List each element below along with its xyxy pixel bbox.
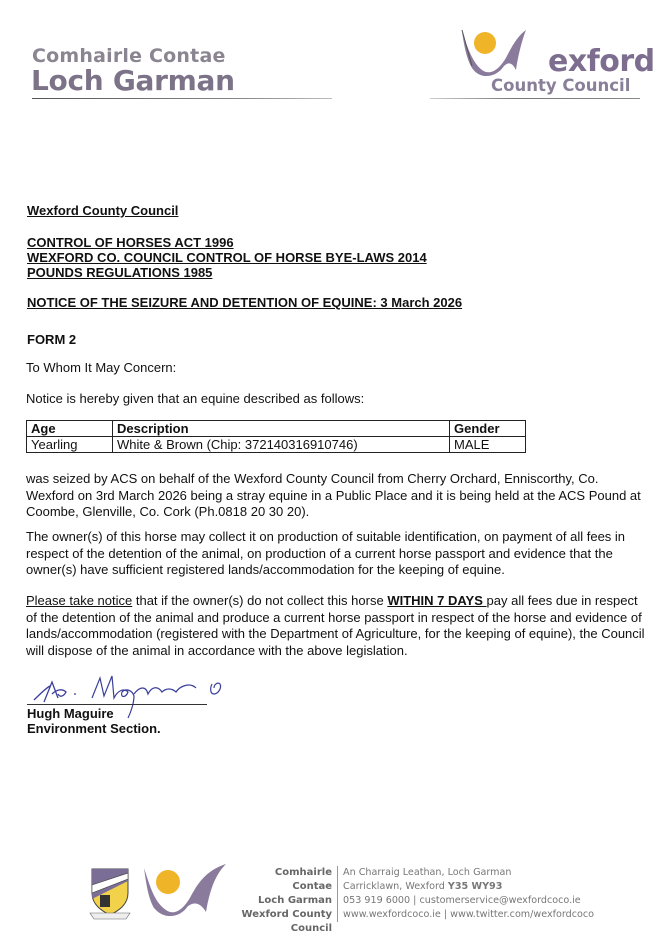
legislation-item: WEXFORD CO. COUNCIL CONTROL OF HORSE BYE-LAWS 2014 xyxy=(27,250,427,265)
footer-phone-email[interactable]: 053 919 6000 | customerservice@wexfordcoco.ie xyxy=(343,895,581,906)
equine-table xyxy=(26,420,526,453)
footer-council-names xyxy=(236,866,332,936)
legislation-item: POUNDS REGULATIONS 1985 xyxy=(27,265,213,280)
cell-age: Yearling xyxy=(27,437,113,453)
legislation-item: CONTROL OF HORSES ACT 1996 xyxy=(27,235,234,250)
intro-text: Notice is hereby given that an equine described as follows: xyxy=(26,391,365,406)
warning-text-2: pay all fees due in respect of the detention of the animal and produce a current horse passport in respect of the horse and evidence of lands/accommodation (registered with the Department of Agriculture, for the keeping of equine), the Council will dispose of the animal in accordance with the above legislation. xyxy=(26,593,645,658)
warning-paragraph xyxy=(26,593,646,659)
issuer-heading: Wexford County Council xyxy=(27,203,179,218)
salutation: To Whom It May Concern: xyxy=(26,360,177,375)
logo-subtitle: County Council xyxy=(491,76,631,95)
warning-deadline: WITHIN 7 DAYS xyxy=(387,593,487,608)
footer-address-town: Carricklawn, Wexford xyxy=(343,881,448,892)
table-header-row xyxy=(27,421,526,437)
warning-lead: Please take notice xyxy=(26,593,133,608)
cell-gender: MALE xyxy=(450,437,526,453)
footer-address-line2 xyxy=(343,880,594,894)
form-number: FORM 2 xyxy=(27,332,77,347)
footer-w-logo-icon xyxy=(142,862,232,920)
footer-eircode: Y35 WY93 xyxy=(447,881,503,892)
wexford-w-logo-icon xyxy=(460,26,550,82)
county-crest-icon xyxy=(88,865,132,921)
collection-paragraph: The owner(s) of this horse may collect it on production of suitable identification, on payment of all fees in respect of the detention of the animal, on production of a current horse passport and evidence that the owner(s) have sufficient registered lands/accommodation for the keeping of equine. xyxy=(26,529,626,577)
irish-council-name-line1: Comhairle Contae xyxy=(32,45,226,67)
header-description: Description xyxy=(113,421,450,437)
signature-line xyxy=(27,704,207,705)
footer-name-line: Loch Garman xyxy=(258,895,332,906)
header-gender: Gender xyxy=(450,421,526,437)
footer-sun-icon xyxy=(156,870,180,894)
footer-divider xyxy=(337,866,338,922)
header-divider-left xyxy=(32,98,332,99)
footer-name-line: Council xyxy=(290,923,332,934)
footer-name-line: Wexford County xyxy=(241,909,332,920)
header-divider-right xyxy=(430,98,640,99)
warning-text-1: that if the owner(s) do not collect this horse xyxy=(132,593,388,608)
notice-title: NOTICE OF THE SEIZURE AND DETENTION OF EQUINE: 3 March 2026 xyxy=(27,295,463,310)
cell-description: White & Brown (Chip: 372140316910746) xyxy=(113,437,450,453)
footer-name-line: Comhairle Contae xyxy=(274,867,332,892)
seizure-paragraph: was seized by ACS on behalf of the Wexford County Council from Cherry Orchard, Enniscorthy, Co. Wexford on 3rd March 2026 being a stray equine in a Public Place and it is being held at the ACS Pound at Coombe, Glenville, Co. Cork (Ph.0818 20 30 20). xyxy=(26,471,641,519)
header-age: Age xyxy=(27,421,113,437)
sun-icon xyxy=(474,32,496,54)
legislation-list xyxy=(27,235,427,280)
signatory-name: Hugh Maguire xyxy=(27,706,114,721)
signatory-section: Environment Section. xyxy=(27,721,161,736)
footer-web-links[interactable]: www.wexfordcoco.ie | www.twitter.com/wexfordcoco xyxy=(343,909,595,920)
irish-council-name-line2: Loch Garman xyxy=(31,64,235,97)
logo-wordmark: exford xyxy=(548,44,655,79)
footer-address-line1: An Charraig Leathan, Loch Garman xyxy=(343,867,512,878)
table-row xyxy=(27,437,526,453)
footer-contact-block xyxy=(343,866,594,922)
